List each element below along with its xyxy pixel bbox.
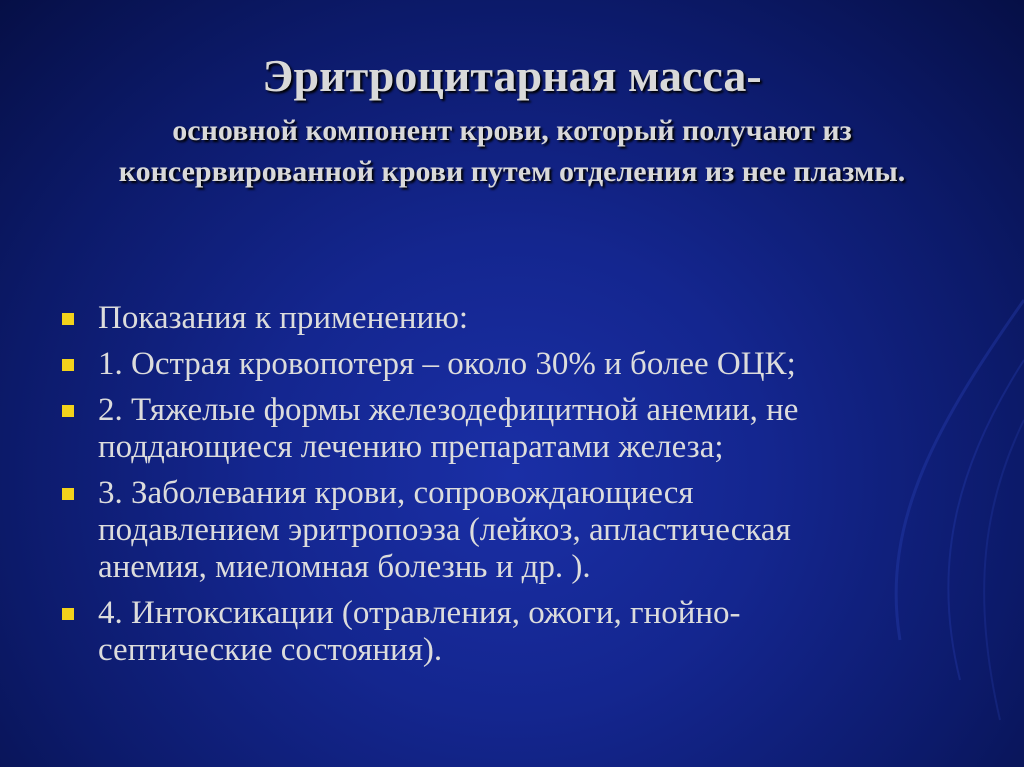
bullet-list: [60, 300, 960, 678]
slide-title: Эритроцитарная масса-: [262, 50, 762, 101]
slide-subtitle: [0, 110, 1024, 192]
bullet-item: [60, 300, 960, 337]
subtitle-line: консервированной крови путем отделения из нее плазмы.: [118, 155, 906, 188]
bullet-marker-icon: [62, 608, 74, 620]
bullet-text-line: 2. Тяжелые формы железодефицитной анемии, не: [98, 392, 799, 428]
title-block: [0, 46, 1024, 192]
bullet-marker-icon: [62, 313, 74, 325]
bullet-item: [60, 346, 960, 383]
bullet-text-line: 4. Интоксикации (отравления, ожоги, гнойно-: [98, 595, 741, 631]
bullet-text-line: подавлением эритропоэза (лейкоз, апластическая: [98, 512, 791, 548]
bullet-marker-icon: [62, 405, 74, 417]
bullet-text-line: 1. Острая кровопотеря – около 30% и более ОЦК;: [98, 346, 796, 382]
bullet-text-line: септические состояния).: [98, 632, 443, 668]
bullet-text-line: анемия, миеломная болезнь и др. ).: [98, 549, 591, 585]
bullet-item: [60, 392, 960, 466]
bullet-text-line: 3. Заболевания крови, сопровождающиеся: [98, 475, 694, 511]
bullet-item: [60, 595, 960, 669]
bullet-text-line: поддающиеся лечению препаратами железа;: [98, 429, 724, 465]
bullet-text-line: Показания к применению:: [98, 300, 469, 336]
subtitle-line: основной компонент крови, который получают из: [172, 114, 852, 147]
bullet-item: [60, 475, 960, 586]
bullet-marker-icon: [62, 488, 74, 500]
bullet-marker-icon: [62, 359, 74, 371]
